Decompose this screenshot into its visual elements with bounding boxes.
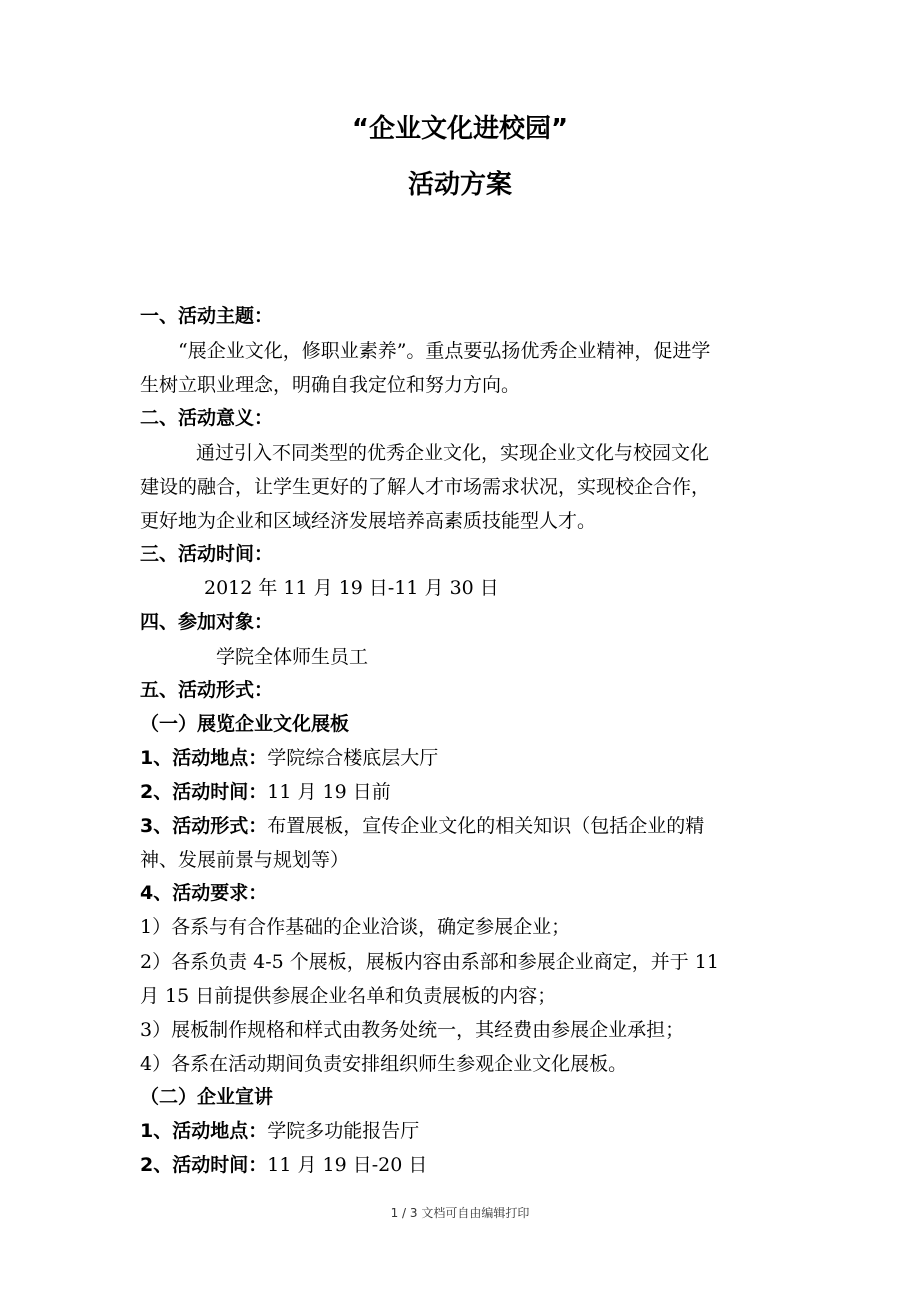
requirement-item: 2）各系负责 4-5 个展板，展板内容由系部和参展企业商定，并于 11 (140, 951, 719, 973)
time-body: 2012 年 11 月 19 日-11 月 30 日 (204, 577, 499, 599)
requirement-item: 1）各系与有合作基础的企业洽谈，确定参展企业； (140, 916, 571, 938)
exhibit-form (140, 812, 790, 840)
requirement-item: 4）各系在活动期间负责安排组织师生参观企业文化展板。 (140, 1053, 628, 1075)
lecture-location (140, 1117, 790, 1145)
document-title: “企业文化进校园” (351, 114, 569, 144)
exhibit-time (140, 778, 790, 806)
theme-body-line: “展企业文化，修职业素养”。重点要弘扬优秀企业精神，促进学 (178, 340, 711, 362)
lecture-location-value: 学院多功能报告厅 (267, 1120, 420, 1142)
exhibit-location-label: 1、活动地点： (140, 747, 268, 769)
exhibit-form-value: 布置展板，宣传企业文化的相关知识（包括企业的精 (267, 815, 705, 837)
time-heading: 三、活动时间： (140, 543, 274, 565)
meaning-heading: 二、活动意义： (140, 407, 274, 429)
exhibit-requirements-label: 4、活动要求： (140, 882, 268, 904)
meaning-body-line: 建设的融合，让学生更好的了解人才市场需求状况，实现校企合作， (140, 476, 711, 498)
exhibit-form-cont: 神、发展前景与规划等） (140, 849, 350, 871)
exhibit-location-value: 学院综合楼底层大厅 (267, 747, 439, 769)
exhibit-time-value: 11 月 19 日前 (267, 781, 391, 803)
requirement-item: 3）展板制作规格和样式由教务处统一，其经费由参展企业承担； (140, 1019, 685, 1041)
meaning-body-line: 通过引入不同类型的优秀企业文化，实现企业文化与校园文化 (196, 442, 710, 464)
requirement-item-cont: 月 15 日前提供参展企业名单和负责展板的内容； (140, 985, 557, 1007)
form-heading: 五、活动形式： (140, 679, 274, 701)
lecture-time-value: 11 月 19 日-20 日 (267, 1154, 428, 1176)
lecture-location-label: 1、活动地点： (140, 1120, 268, 1142)
exhibit-time-label: 2、活动时间： (140, 781, 268, 803)
page-footer: 1 / 3 文档可自由编辑打印 (390, 1206, 530, 1220)
theme-body-line: 生树立职业理念，明确自我定位和努力方向。 (140, 374, 521, 396)
lecture-time-label: 2、活动时间： (140, 1154, 268, 1176)
audience-body: 学院全体师生员工 (216, 646, 369, 668)
lecture-time (140, 1151, 790, 1179)
audience-heading: 四、参加对象： (140, 611, 274, 633)
exhibit-location (140, 744, 790, 772)
lecture-heading: （二）企业宣讲 (140, 1086, 274, 1108)
theme-heading: 一、活动主题： (140, 305, 274, 327)
exhibit-form-label: 3、活动形式： (140, 815, 268, 837)
exhibit-heading: （一）展览企业文化展板 (140, 713, 350, 735)
meaning-body-line: 更好地为企业和区域经济发展培养高素质技能型人才。 (140, 510, 597, 532)
document-subtitle: 活动方案 (407, 170, 512, 200)
